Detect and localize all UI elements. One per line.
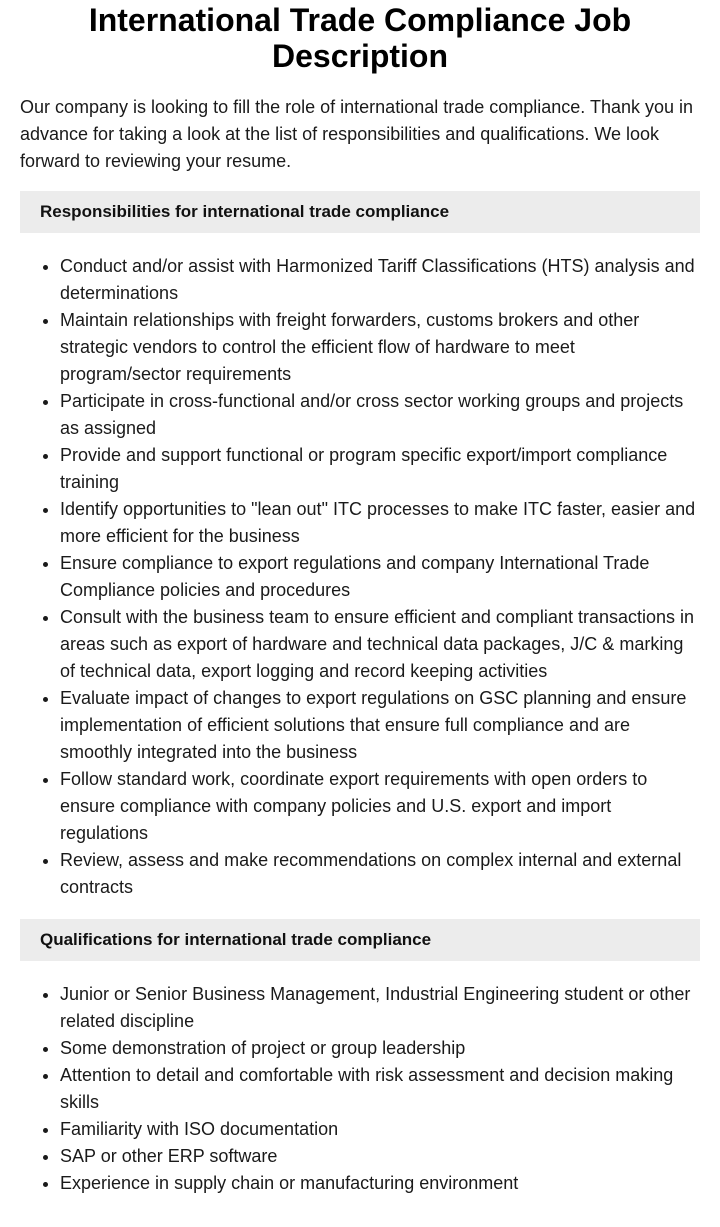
list-item: • Experience in supply chain or manufacturing environment: [60, 1170, 700, 1197]
list-item: • Conduct and/or assist with Harmonized Tariff Classifications (HTS) analysis and determinations: [60, 253, 700, 307]
list-item: • Maintain relationships with freight forwarders, customs brokers and other strategic vendors to control the efficient flow of hardware to meet program/sector requirements: [60, 307, 700, 388]
responsibilities-list: [20, 253, 700, 901]
list-item: • Some demonstration of project or group leadership: [60, 1035, 700, 1062]
qualifications-list: [20, 981, 700, 1197]
list-item: • Follow standard work, coordinate export requirements with open orders to ensure compliance with company policies and U.S. export and import regulations: [60, 766, 700, 847]
list-item: • Familiarity with ISO documentation: [60, 1116, 700, 1143]
list-item: • Ensure compliance to export regulations and company International Trade Compliance policies and procedures: [60, 550, 700, 604]
responsibilities-heading: Responsibilities for international trade compliance: [20, 191, 700, 233]
list-item: • Review, assess and make recommendations on complex internal and external contracts: [60, 847, 700, 901]
list-item: • SAP or other ERP software: [60, 1143, 700, 1170]
list-item: • Attention to detail and comfortable with risk assessment and decision making skills: [60, 1062, 700, 1116]
list-item: • Evaluate impact of changes to export regulations on GSC planning and ensure implementation of efficient solutions that ensure full compliance and are smoothly integrated into the business: [60, 685, 700, 766]
qualifications-heading: Qualifications for international trade compliance: [20, 919, 700, 961]
list-item: • Junior or Senior Business Management, Industrial Engineering student or other related discipline: [60, 981, 700, 1035]
page-title: International Trade Compliance Job Description: [88, 2, 632, 74]
intro-paragraph: Our company is looking to fill the role of international trade compliance. Thank you in advance for taking a look at the list of responsibilities and qualifications. We look forward to reviewing your resume.: [20, 97, 694, 171]
list-item: • Participate in cross-functional and/or cross sector working groups and projects as assigned: [60, 388, 700, 442]
list-item: • Identify opportunities to "lean out" ITC processes to make ITC faster, easier and more efficient for the business: [60, 496, 700, 550]
list-item: • Consult with the business team to ensure efficient and compliant transactions in areas such as export of hardware and technical data packages, J/C & marking of technical data, export logging and record keeping activities: [60, 604, 700, 685]
list-item: • Provide and support functional or program specific export/import compliance training: [60, 442, 700, 496]
